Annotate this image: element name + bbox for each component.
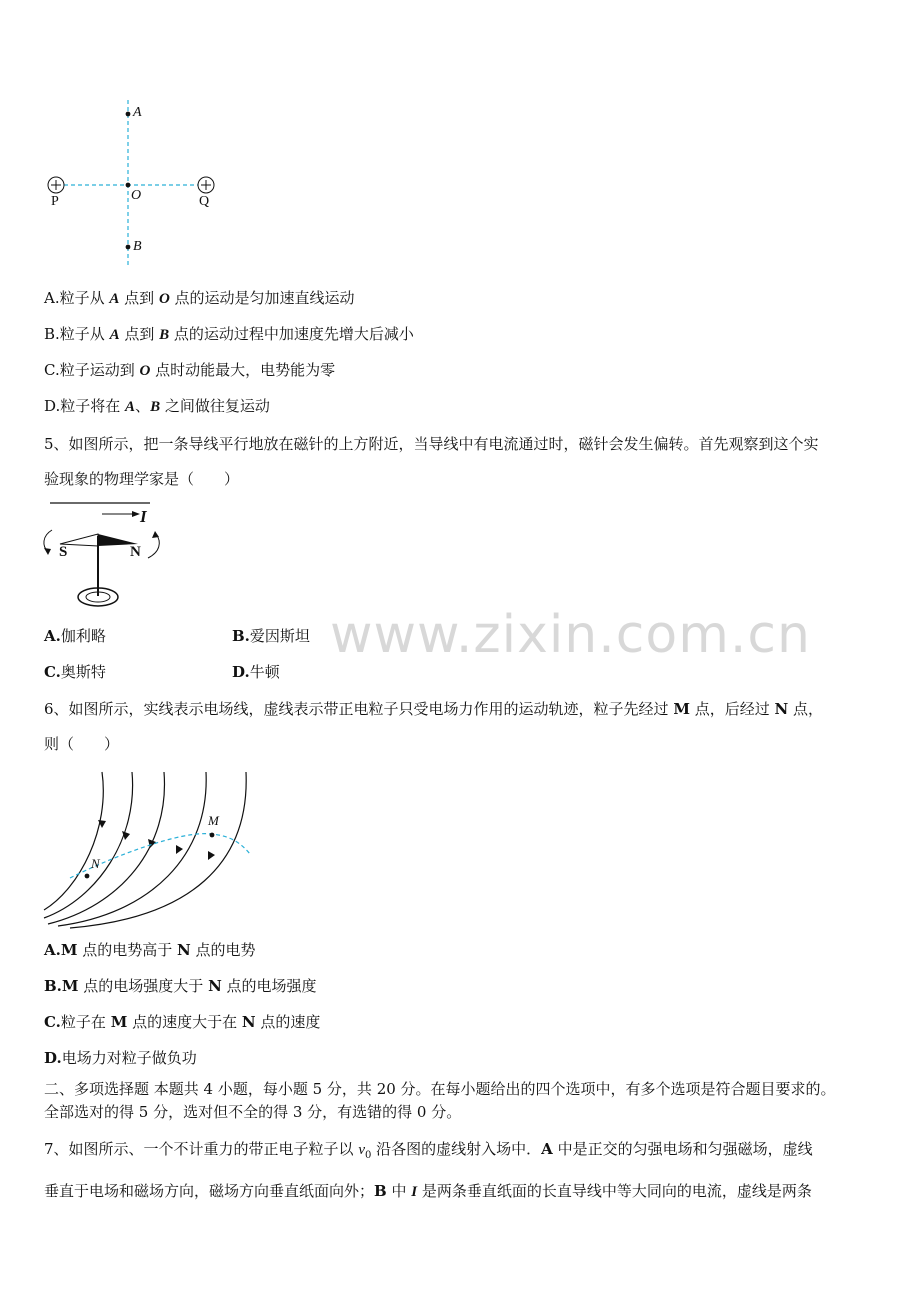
q6-stem-line1: 6、如图所示，实线表示电场线，虚线表示带正电粒子只受电场力作用的运动轨迹，粒子先经过 M 点，后经过 N 点， [44,700,823,718]
q5-option-a: A.伽利略 [44,627,106,645]
q4-option-b: B.粒子从 A 点到 B 点的运动过程中加速度先增大后减小 [44,325,414,343]
charge-P-icon [48,177,64,193]
figure-field-lines [40,768,255,928]
q6-option-d: D.电场力对粒子做负功 [44,1049,197,1067]
fig-label-N-field: N [91,856,100,871]
q5-option-d: D.牛顿 [232,663,280,681]
q5-option-c: C.奥斯特 [44,663,106,681]
fig-label-B: B [133,239,142,254]
section2-line1: 二、多项选择题 本题共 4 小题，每小题 5 分，共 20 分。在每小题给出的四个选项中，有多个选项是符合题目要求的。 [44,1080,836,1098]
fig-label-S: S [59,544,68,560]
fig-label-I: I [140,507,147,526]
q6-option-b: B.M 点的电场强度大于 N 点的电场强度 [44,977,317,995]
q6-option-a: A.M 点的电势高于 N 点的电势 [44,941,256,959]
fig-label-Q: Q [199,194,210,209]
q4-option-d: D.粒子将在 A、B 之间做往复运动 [44,397,270,415]
q4-option-c: C.粒子运动到 O 点时动能最大，电势能为零 [44,361,336,379]
q7-stem-line2: 垂直于电场和磁场方向，磁场方向垂直纸面向外；B 中 I 是两条垂直纸面的长直导线中等大同向的电流，虚线是两条 [44,1182,812,1200]
q7-stem-line1: 7、如图所示、一个不计重力的带正电子粒子以 $v_0$ 沿各图的虚线射入场中．A 中是正交的匀强电场和匀强磁场，虚线 [44,1140,813,1161]
section2-line2: 全部选对的得 5 分，选对但不全的得 3 分，有选错的得 0 分。 [44,1103,462,1121]
point-N [85,874,90,879]
q6-stem-line2: 则（ ） [44,735,120,753]
point-B [126,245,131,250]
field-line-2 [44,772,133,918]
q5-option-b: B.爱因斯坦 [232,627,310,645]
fig-label-M: M [208,813,219,828]
q6-option-c: C.粒子在 M 点的速度大于在 N 点的速度 [44,1013,321,1031]
point-O [126,183,131,188]
fig-label-O: O [131,188,142,203]
fig-label-N: N [130,544,141,560]
charge-Q-icon [198,177,214,193]
watermark: www.zixin.com.cn [330,605,811,665]
fig-label-P: P [51,194,59,209]
field-line-1 [44,772,103,910]
fig-label-A: A [133,105,142,120]
point-A [126,112,131,117]
q5-stem-line1: 5、如图所示，把一条导线平行地放在磁针的上方附近，当导线中有电流通过时，磁针会发生偏转。首先观察到这个实 [44,435,819,453]
point-M [210,833,215,838]
q5-stem-line2: 验现象的物理学家是（ ） [44,470,240,488]
q4-option-a: A.粒子从 A 点到 O 点的运动是匀加速直线运动 [44,289,355,307]
field-line-3 [48,772,164,924]
